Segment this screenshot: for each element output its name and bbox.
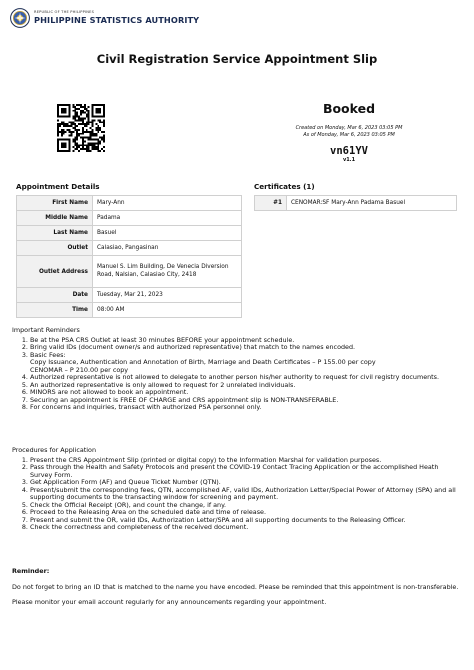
table-row: [255, 196, 457, 211]
reminder-heading: Reminder:: [12, 567, 50, 575]
version-label: v1.1: [342, 157, 356, 163]
list-item: [30, 352, 462, 375]
qr-code: [57, 104, 105, 152]
psa-logo: [10, 8, 200, 30]
row-value: Tuesday, Mar 21, 2023: [93, 288, 242, 303]
list-item: 6. MINORS are not allowed to book an appointment.: [30, 389, 462, 397]
important-reminders: [12, 327, 462, 412]
row-label: Time: [17, 303, 93, 318]
procedures-list: [18, 457, 462, 532]
list-item: 6. Proceed to the Releasing Area on the scheduled date and time of release.: [30, 509, 462, 517]
as-of-timestamp: As of Monday, Mar 6, 2023 03:05 PM: [303, 132, 395, 138]
table-row: [17, 303, 242, 318]
psa-seal-icon: [10, 8, 30, 28]
row-label: Date: [17, 288, 93, 303]
table-row: [17, 196, 242, 211]
row-label: Middle Name: [17, 211, 93, 226]
list-item: 8. For concerns and inquiries, transact with authorized PSA personnel only.: [30, 404, 462, 412]
certificates-table: [254, 195, 457, 211]
certificate-value: CENOMAR:SF Mary-Ann Padama Basuel: [287, 196, 457, 211]
row-label: Last Name: [17, 226, 93, 241]
row-label: First Name: [17, 196, 93, 211]
created-timestamp: Created on Monday, Mar 6, 2023 03:05 PM: [295, 125, 403, 131]
appointment-details-table: [16, 195, 242, 318]
procedures-heading: Procedures for Application: [12, 446, 96, 454]
row-value: 08:00 AM: [93, 303, 242, 318]
basic-fees-label: Basic Fees:: [30, 350, 66, 359]
list-item: 4. Authorized representative is not allowed to delegate to another person his/her authority to request for civil registry documents.: [30, 374, 462, 382]
row-value: Manuel S. Lim Building, De Venecia Diversion Road, Nalsian, Calasiao City, 2418: [93, 256, 242, 288]
reminders-list: [18, 337, 462, 412]
monitor-email-text: Please monitor your email account regularly for any announcements regarding your appointment.: [12, 598, 327, 606]
list-item: 7. Present and submit the OR, valid IDs, Authorization Letter/SPA and all supporting documents to the Releasing Officer.: [30, 517, 462, 525]
procedures-section: [12, 447, 462, 532]
table-row: [17, 211, 242, 226]
page-title: Civil Registration Service Appointment Slip: [96, 52, 378, 66]
table-row: [17, 241, 242, 256]
row-value: Mary-Ann: [93, 196, 242, 211]
list-item: 8. Check the correctness and completeness of the received document.: [30, 524, 462, 532]
republic-label: REPUBLIC OF THE PHILIPPINES: [34, 10, 95, 14]
row-value: Basuel: [93, 226, 242, 241]
row-value: Padama: [93, 211, 242, 226]
list-item: 2. Bring valid IDs (document owner/s and authorized representative) that match to the names encoded.: [30, 344, 462, 352]
list-item: 5. Check the Official Receipt (OR), and count the change, if any.: [30, 502, 462, 510]
reminder-note: [12, 568, 462, 607]
certificates-heading: Certificates (1): [254, 182, 315, 191]
certificate-number: #1: [255, 196, 287, 211]
timestamps: [283, 125, 415, 139]
fee-line: CENOMAR – P 210.00 per copy: [30, 365, 129, 374]
status-label: Booked: [322, 101, 376, 116]
reference-code: vn61YV: [330, 145, 368, 157]
list-item: 1. Be at the PSA CRS Outlet at least 30 minutes BEFORE your appointment schedule.: [30, 337, 462, 345]
table-row: [17, 226, 242, 241]
appointment-details-heading: Appointment Details: [16, 182, 100, 191]
list-item: 1. Present the CRS Appointment Slip (printed or digital copy) to the Information Marshal for validation purposes.: [30, 457, 462, 465]
table-row: [17, 288, 242, 303]
table-row: [17, 256, 242, 288]
row-label: Outlet: [17, 241, 93, 256]
row-label: Outlet Address: [17, 256, 93, 288]
row-value: Calasiao, Pangasinan: [93, 241, 242, 256]
list-item: 5. An authorized representative is only allowed to request for 2 unrelated individuals.: [30, 382, 462, 390]
reminders-heading: Important Reminders: [12, 326, 80, 334]
list-item: 2. Pass through the Health and Safety Protocols and present the COVID-19 Contact Tracing Application or the accomplished Heath Survey Form.: [30, 464, 462, 479]
list-item: 7. Securing an appointment is FREE OF CHARGE and CRS appointment slip is NON-TRANSFERABLE.: [30, 397, 462, 405]
fee-line: Copy Issuance, Authentication and Annotation of Birth, Marriage and Death Certificates – P 155.00 per copy: [30, 358, 376, 366]
list-item: 4. Present/submit the corresponding fees, QTN, accomplished AF, valid IDs, Authorization Letter/Special Power of Attorney (SPA) and all supporting documents to the transacting window for screening and payment.: [30, 487, 462, 502]
reminder-text: Do not forget to bring an ID that is matched to the name you have encoded. Please be reminded that this appointment is non-transferable.: [12, 582, 459, 591]
agency-name: PHILIPPINE STATISTICS AUTHORITY: [34, 15, 200, 25]
list-item: 3. Get Application Form (AF) and Queue Ticket Number (QTN).: [30, 479, 462, 487]
